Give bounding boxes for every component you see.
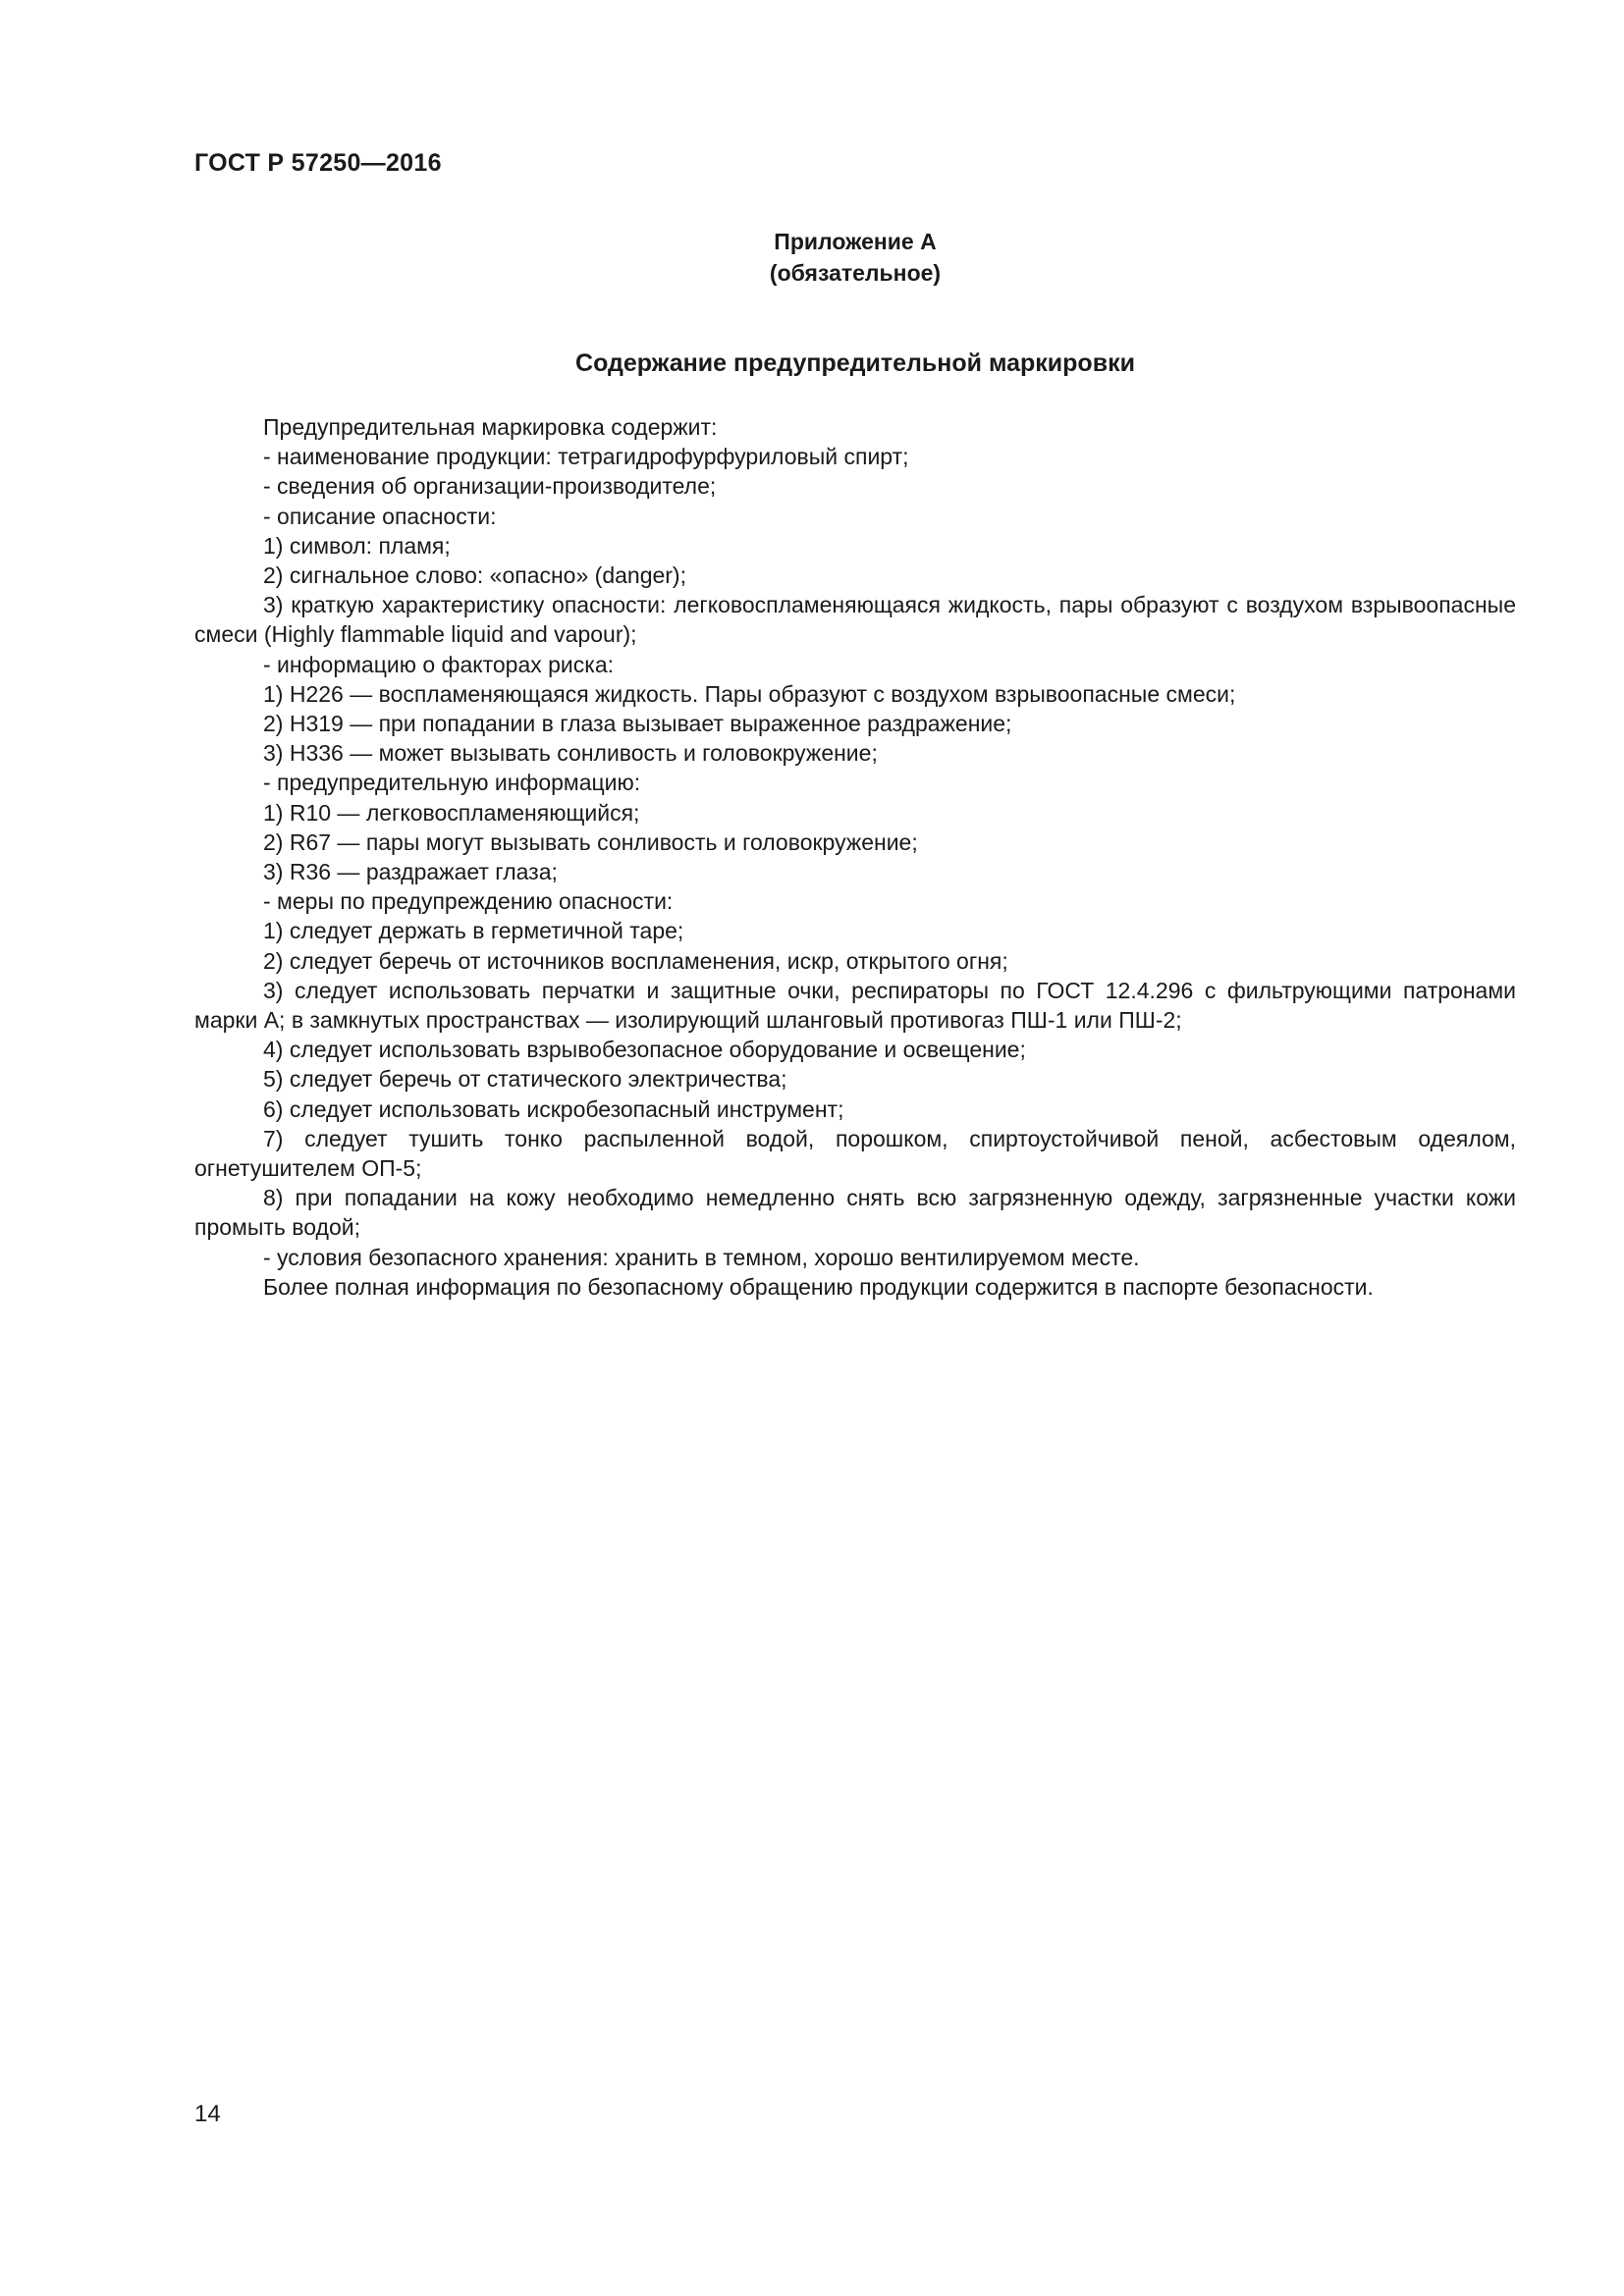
paragraph-line: 1) R10 — легковоспламеняющийся; xyxy=(263,799,640,826)
paragraph-line: 4) следует использовать взрывобезопасное оборудование и освещение; xyxy=(263,1037,1026,1063)
paragraph-line: 1) Н226 — воспламеняющаяся жидкость. Пары образуют с воздухом взрывоопасные смеси; xyxy=(263,680,1236,707)
paragraph-line: 3) краткую характеристику опасности: легковоспламеняющаяся жидкость, пары образуют с воздухом взрывоопасные смеси (Highly flammable liquid and vapour); xyxy=(194,592,1516,648)
paragraph-line: - условия безопасного хранения: хранить в темном, хорошо вентилируемом месте. xyxy=(263,1244,1140,1270)
page-number: 14 xyxy=(194,2101,221,2127)
paragraph-line: - информацию о факторах риска: xyxy=(263,651,615,677)
paragraph-line: - сведения об организации-производителе; xyxy=(263,473,717,500)
paragraph-line: 7) следует тушить тонко распыленной водой, порошком, спиртоустойчивой пеной, асбестовым одеялом, огнетушителем ОП-5; xyxy=(194,1125,1516,1182)
paragraph-line: 2) R67 — пары могут вызывать сонливость и головокружение; xyxy=(263,828,918,855)
paragraph-line: 8) при попадании на кожу необходимо немедленно снять всю загрязненную одежду, загрязненные участки кожи промыть водой; xyxy=(194,1185,1516,1241)
paragraph-line: 3) следует использовать перчатки и защитные очки, респираторы по ГОСТ 12.4.296 с фильтрующими патронами марки А; в замкнутых пространствах — изолирующий шланговый противогаз ПШ-1 или ПШ-2; xyxy=(194,977,1516,1034)
paragraph-line: Более полная информация по безопасному обращению продукции содержится в паспорте безопасности. xyxy=(263,1273,1374,1300)
paragraph-line: 1) следует держать в герметичной таре; xyxy=(263,918,684,944)
section-title: Содержание предупредительной маркировки xyxy=(575,349,1135,377)
paragraph-line: - наименование продукции: тетрагидрофурфуриловый спирт; xyxy=(263,444,909,470)
paragraph-line: - предупредительную информацию: xyxy=(263,770,641,796)
appendix-status: (обязательное) xyxy=(769,260,942,286)
paragraph-line: 5) следует беречь от статического электричества; xyxy=(263,1066,787,1093)
body-text xyxy=(194,412,1516,1302)
paragraph-line: 3) Н336 — может вызывать сонливость и головокружение; xyxy=(263,740,878,767)
document-header: ГОСТ Р 57250—2016 xyxy=(194,149,442,177)
paragraph-line: 2) сигнальное слово: «опасно» (danger); xyxy=(263,562,686,589)
paragraph-line: 2) Н319 — при попадании в глаза вызывает выраженное раздражение; xyxy=(263,711,1012,737)
paragraph-line: 2) следует беречь от источников воспламенения, искр, открытого огня; xyxy=(263,947,1008,974)
appendix-label: Приложение А xyxy=(774,229,937,254)
paragraph-line: 1) символ: пламя; xyxy=(263,532,451,559)
paragraph-line: 6) следует использовать искробезопасный инструмент; xyxy=(263,1095,844,1122)
paragraph-line: - описание опасности: xyxy=(263,503,497,529)
paragraph-line: 3) R36 — раздражает глаза; xyxy=(263,859,558,885)
paragraph-line: - меры по предупреждению опасности: xyxy=(263,888,674,915)
paragraph-line: Предупредительная маркировка содержит: xyxy=(263,414,718,440)
appendix-heading xyxy=(194,226,1516,289)
